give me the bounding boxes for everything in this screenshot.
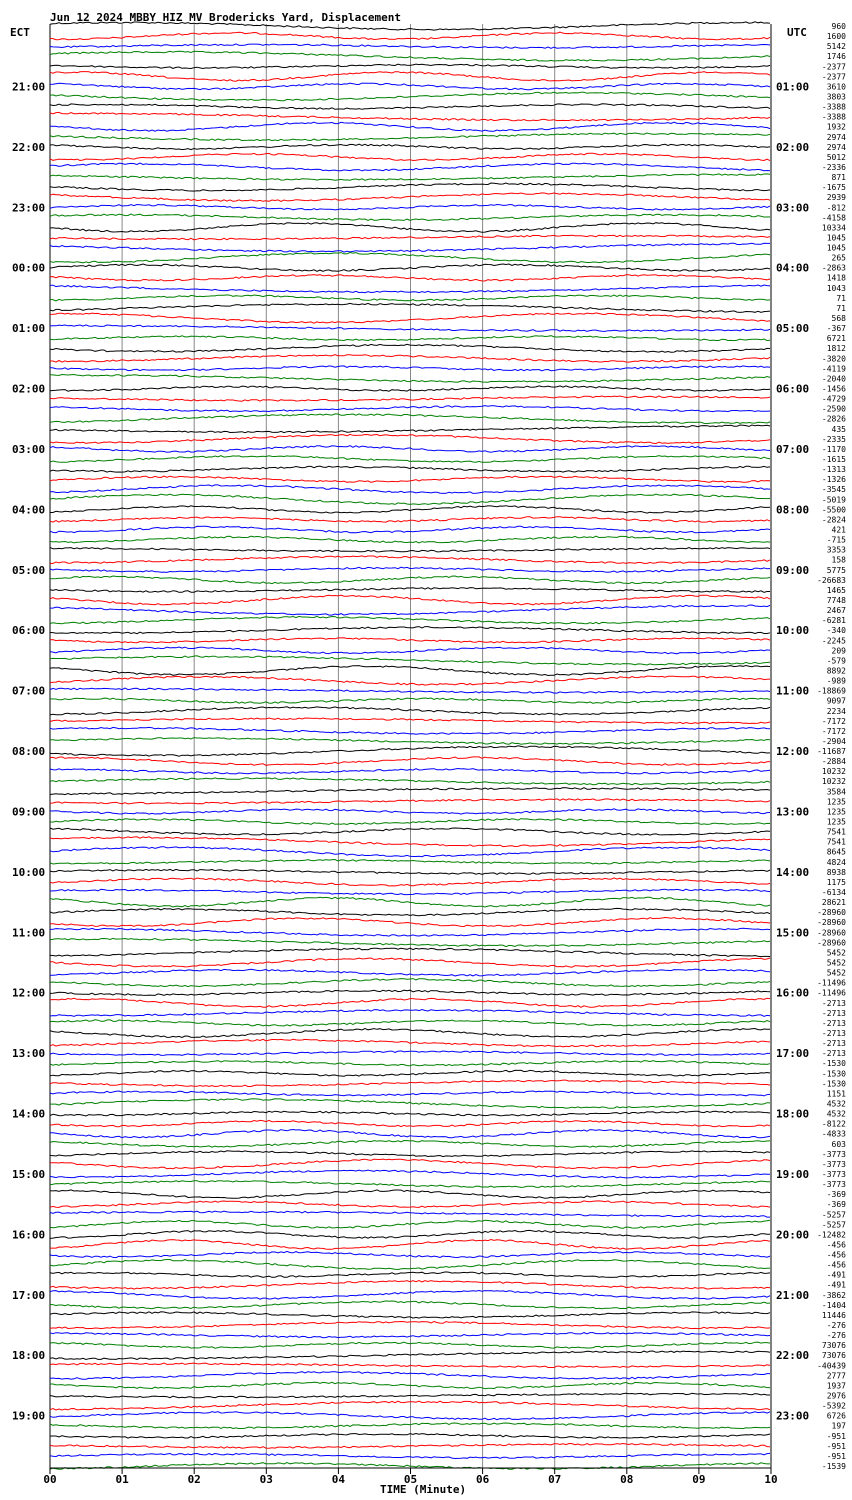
- trace-offset-label: 5452: [826, 958, 846, 968]
- trace-offset-label: -2040: [821, 374, 846, 384]
- trace-offset-label: 209: [831, 646, 846, 656]
- trace-offset-label: 4532: [826, 1109, 846, 1119]
- trace-offset-label: 603: [831, 1139, 846, 1149]
- x-tick-label: 01: [115, 1473, 129, 1486]
- trace-offset-label: -5019: [821, 495, 846, 505]
- trace-offset-label: -2824: [821, 515, 846, 525]
- trace-offset-label: -28960: [817, 938, 846, 948]
- left-hour-label: 10:00: [12, 865, 46, 879]
- trace-offset-label: -5257: [821, 1210, 846, 1220]
- trace-offset-label: 9097: [826, 696, 846, 706]
- x-tick-label: 02: [187, 1473, 201, 1486]
- left-hour-label: 19:00: [12, 1409, 46, 1423]
- trace-offset-label: -369: [826, 1200, 846, 1210]
- x-tick-label: 10: [764, 1473, 778, 1486]
- trace-offset-label: 568: [831, 314, 846, 323]
- trace-offset-label: -1615: [821, 455, 846, 464]
- trace-offset-label: -3388: [821, 112, 846, 122]
- trace-offset-label: -3773: [821, 1180, 846, 1189]
- right-hour-label: 17:00: [776, 1047, 810, 1061]
- trace-offset-label: -3773: [821, 1149, 846, 1159]
- trace-offset-label: 2974: [826, 142, 846, 152]
- trace-offset-label: 3353: [826, 545, 846, 555]
- right-hour-label: 04:00: [776, 261, 810, 275]
- trace-offset-label: 2976: [826, 1391, 846, 1401]
- trace-offset-label: 7748: [826, 596, 846, 605]
- right-hour-label: 09:00: [776, 563, 810, 577]
- left-hour-label: 23:00: [12, 201, 46, 215]
- trace-offset-label: 2467: [826, 606, 846, 616]
- right-hour-label: 06:00: [776, 382, 810, 396]
- trace-offset-label: 1932: [826, 122, 846, 132]
- trace-offset-label: 10334: [821, 223, 846, 233]
- x-tick-label: 08: [620, 1473, 634, 1486]
- right-hour-label: 02:00: [776, 140, 810, 154]
- trace-offset-label: 1937: [826, 1381, 846, 1391]
- trace-offset-label: -340: [826, 626, 846, 636]
- trace-offset-label: 1812: [826, 344, 846, 354]
- trace-offset-label: 2234: [826, 706, 846, 716]
- x-tick-label: 00: [43, 1473, 57, 1486]
- trace-offset-label: 2777: [826, 1371, 846, 1381]
- left-hour-label: 03:00: [12, 442, 46, 456]
- trace-offset-label: -28960: [817, 908, 846, 918]
- trace-offset-label: 8938: [826, 867, 846, 877]
- trace-offset-label: -28960: [817, 918, 846, 928]
- trace-offset-label: -2590: [821, 404, 846, 414]
- trace-offset-label: 1151: [826, 1089, 846, 1099]
- trace-offset-label: 3610: [826, 82, 846, 92]
- left-hour-label: 05:00: [12, 563, 46, 577]
- trace-offset-label: 1235: [826, 797, 846, 807]
- trace-offset-label: -4158: [821, 213, 846, 223]
- trace-offset-label: -28960: [817, 928, 846, 938]
- trace-offset-label: -18869: [817, 686, 846, 696]
- right-hour-label: 12:00: [776, 745, 810, 758]
- trace-offset-label: -3545: [821, 485, 846, 495]
- trace-offset-label: 1746: [826, 52, 846, 62]
- right-hour-label: 15:00: [776, 926, 810, 940]
- trace-offset-label: -812: [826, 203, 846, 213]
- x-tick-label: 03: [259, 1473, 273, 1486]
- trace-offset-label: -1530: [821, 1059, 846, 1069]
- right-hour-label: 08:00: [776, 503, 810, 517]
- trace-offset-label: 435: [831, 424, 846, 434]
- chart-title: Jun 12 2024 MBBY HIZ MV Brodericks Yard, Displacement: [50, 11, 401, 24]
- trace-offset-label: -2904: [821, 737, 846, 746]
- left-hour-label: 16:00: [12, 1228, 46, 1242]
- left-hour-label: 04:00: [12, 503, 46, 517]
- trace-offset-label: 7541: [826, 827, 846, 837]
- left-hour-label: 14:00: [12, 1107, 46, 1121]
- right-hour-label: 18:00: [776, 1107, 810, 1121]
- trace-offset-label: 6721: [826, 334, 846, 344]
- trace-offset-label: 73076: [821, 1351, 846, 1361]
- left-hour-label: 02:00: [12, 382, 46, 396]
- trace-offset-label: 10232: [821, 777, 846, 787]
- right-hour-label: 19:00: [776, 1168, 810, 1181]
- trace-offset-label: -5392: [821, 1401, 846, 1411]
- trace-offset-label: -3773: [821, 1170, 846, 1179]
- trace-offset-label: 5012: [826, 152, 846, 162]
- trace-offset-label: -11496: [817, 988, 846, 998]
- trace-offset-label: 8645: [826, 847, 846, 857]
- trace-offset-label: -276: [826, 1331, 846, 1341]
- right-hour-label: 01:00: [776, 80, 810, 94]
- trace-offset-label: -456: [826, 1240, 846, 1250]
- right-hour-label: 14:00: [776, 865, 810, 879]
- trace-offset-label: -12482: [817, 1230, 846, 1240]
- trace-offset-label: 5142: [826, 42, 846, 52]
- right-timezone-label: UTC: [787, 26, 807, 39]
- trace-offset-label: -1539: [821, 1462, 846, 1471]
- trace-offset-label: 8892: [826, 666, 846, 676]
- trace-offset-label: -1530: [821, 1079, 846, 1089]
- trace-offset-label: -951: [826, 1441, 846, 1451]
- right-hour-labels: [776, 80, 809, 1422]
- trace-offset-label: -2826: [821, 414, 846, 424]
- trace-offset-label: 11446: [821, 1311, 846, 1320]
- trace-offset-label: -456: [826, 1250, 846, 1260]
- trace-offset-label: -367: [826, 324, 846, 334]
- trace-offset-label: 1045: [826, 243, 846, 253]
- x-tick-label: 05: [403, 1473, 418, 1486]
- trace-offset-label: 1465: [826, 585, 846, 595]
- right-hour-label: 07:00: [776, 442, 810, 456]
- trace-offset-label: -2336: [821, 163, 846, 172]
- left-hour-label: 09:00: [12, 805, 46, 819]
- trace-offset-label: 5775: [826, 565, 846, 575]
- left-hour-label: 17:00: [12, 1288, 46, 1302]
- trace-offset-label: 1235: [826, 817, 846, 827]
- trace-offset-label: -8122: [821, 1119, 846, 1129]
- trace-offset-label: -1675: [821, 183, 846, 193]
- trace-offset-label: -3820: [821, 354, 846, 364]
- trace-offset-label: -2335: [821, 434, 846, 444]
- trace-offset-label: 6726: [826, 1411, 846, 1421]
- trace-offset-label: 960: [831, 22, 846, 31]
- trace-offset-label: -369: [826, 1190, 846, 1200]
- trace-offset-label: 73076: [821, 1341, 846, 1351]
- trace-offset-label: -2713: [821, 1049, 846, 1059]
- trace-offset-label: 4532: [826, 1099, 846, 1109]
- trace-offset-label: 4824: [826, 857, 846, 867]
- trace-offset-label: 1418: [826, 273, 846, 283]
- trace-offset-label: -491: [826, 1280, 846, 1290]
- trace-offset-label: 1235: [826, 807, 846, 817]
- trace-offset-label: -40439: [817, 1361, 846, 1371]
- trace-offset-label: 265: [831, 253, 846, 263]
- trace-offset-label: 71: [836, 293, 846, 303]
- x-axis-label: TIME (Minute): [380, 1483, 467, 1496]
- trace-offset-label: 1175: [826, 877, 846, 887]
- left-hour-label: 08:00: [12, 745, 46, 758]
- trace-offset-label: -1456: [821, 384, 846, 394]
- trace-offset-label: -2377: [821, 72, 846, 82]
- trace-offset-label: 197: [831, 1421, 846, 1431]
- trace-offset-label: 5452: [826, 968, 846, 978]
- trace-offset-label: -2713: [821, 1008, 846, 1018]
- right-hour-label: 13:00: [776, 805, 810, 819]
- trace-offset-label: -456: [826, 1260, 846, 1270]
- trace-offset-label: -6134: [821, 888, 846, 897]
- left-hour-label: 21:00: [12, 80, 46, 94]
- right-hour-label: 03:00: [776, 201, 810, 215]
- trace-offset-label: 7541: [826, 837, 846, 847]
- trace-offset-label: -2713: [821, 1039, 846, 1049]
- left-hour-label: 00:00: [12, 261, 46, 275]
- trace-offset-label: -6281: [821, 616, 846, 626]
- trace-offset-label: 3584: [826, 787, 846, 797]
- trace-offset-label: 2939: [826, 193, 846, 203]
- left-timezone-label: ECT: [10, 26, 30, 39]
- trace-offset-label: 1600: [826, 32, 846, 42]
- trace-offset-label: -989: [826, 676, 846, 686]
- trace-offset-label: -2713: [821, 1018, 846, 1028]
- trace-offset-label: -11687: [817, 747, 846, 756]
- trace-offset-label: -491: [826, 1270, 846, 1280]
- left-hour-label: 01:00: [12, 322, 46, 336]
- right-hour-label: 10:00: [776, 624, 810, 638]
- x-tick-label: 04: [331, 1473, 346, 1486]
- right-hour-label: 23:00: [776, 1409, 810, 1423]
- trace-offset-label: 71: [836, 304, 846, 313]
- trace-offset-label: -1326: [821, 475, 846, 485]
- trace-offset-label: -3862: [821, 1290, 846, 1300]
- trace-offset-label: 1045: [826, 233, 846, 243]
- x-tick-label: 09: [692, 1473, 706, 1486]
- left-hour-label: 12:00: [12, 986, 46, 1000]
- right-hour-label: 11:00: [776, 684, 810, 698]
- trace-offset-label: -5257: [821, 1220, 846, 1230]
- trace-offset-label: 1043: [826, 283, 846, 293]
- trace-offset-label: -3388: [821, 102, 846, 112]
- trace-offset-label: 28621: [821, 898, 846, 908]
- left-hour-label: 18:00: [12, 1349, 46, 1363]
- trace-offset-label: -2863: [821, 263, 846, 273]
- left-hour-label: 15:00: [12, 1168, 46, 1181]
- trace-offset-label: -1530: [821, 1069, 846, 1079]
- right-hour-label: 16:00: [776, 986, 810, 1000]
- trace-offset-label: -7172: [821, 716, 846, 726]
- minute-gridlines: [50, 24, 771, 1468]
- left-hour-label: 06:00: [12, 624, 46, 638]
- trace-offset-label: -4729: [821, 394, 846, 404]
- left-hour-label: 22:00: [12, 140, 46, 154]
- x-tick-label: 07: [548, 1473, 562, 1486]
- trace-offset-label: 10232: [821, 767, 846, 777]
- trace-offset-label: 5452: [826, 948, 846, 958]
- trace-offset-label: 158: [831, 555, 846, 565]
- right-hour-label: 21:00: [776, 1288, 810, 1302]
- trace-offset-label: -11496: [817, 978, 846, 988]
- trace-offset-label: -2377: [821, 62, 846, 72]
- trace-offset-label: -2713: [821, 998, 846, 1008]
- trace-offset-label: -276: [826, 1321, 846, 1330]
- x-tick-label: 06: [475, 1473, 490, 1486]
- trace-offset-label: 3803: [826, 92, 846, 102]
- trace-offset-label: 421: [831, 525, 846, 535]
- trace-offset-label: -2245: [821, 636, 846, 646]
- trace-offset-label: -579: [826, 656, 846, 666]
- trace-offset-label: 2974: [826, 132, 846, 142]
- left-hour-label: 11:00: [12, 926, 46, 940]
- trace-offset-label: -715: [826, 535, 846, 545]
- trace-offset-labels: [817, 22, 846, 1471]
- trace-offset-label: -951: [826, 1431, 846, 1441]
- trace-offset-label: -1313: [821, 465, 846, 475]
- trace-offset-label: -7172: [821, 726, 846, 736]
- left-hour-label: 13:00: [12, 1047, 46, 1061]
- trace-offset-label: -4119: [821, 364, 846, 374]
- trace-offset-label: -4833: [821, 1129, 846, 1139]
- trace-offset-label: -26683: [817, 575, 846, 585]
- trace-offset-label: -2713: [821, 1029, 846, 1038]
- right-hour-label: 22:00: [776, 1349, 810, 1363]
- trace-offset-label: 871: [831, 173, 846, 182]
- right-hour-label: 20:00: [776, 1228, 810, 1242]
- left-hour-labels: [12, 80, 45, 1422]
- trace-offset-label: -951: [826, 1451, 846, 1461]
- trace-offset-label: -2884: [821, 757, 846, 767]
- trace-offset-label: -5500: [821, 505, 846, 515]
- left-hour-label: 07:00: [12, 684, 46, 698]
- trace-offset-label: -3773: [821, 1159, 846, 1169]
- trace-offset-label: -1404: [821, 1300, 846, 1310]
- trace-offset-label: -1170: [821, 444, 846, 454]
- right-hour-label: 05:00: [776, 322, 810, 336]
